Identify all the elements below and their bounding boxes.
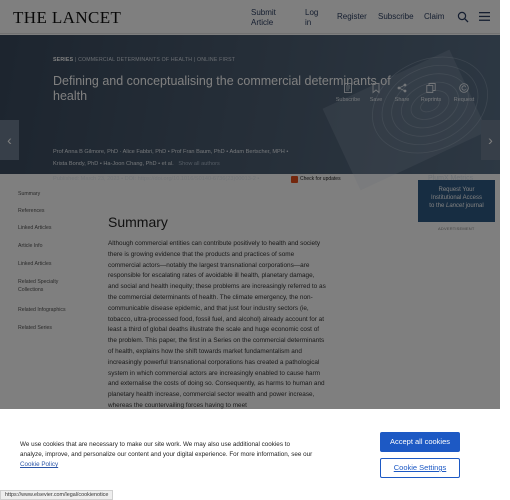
cookie-settings-button[interactable]: Cookie Settings <box>380 458 460 478</box>
cookie-notice-text: We use cookies that are necessary to make our site work. We may also use additional cookies to analyze, improve, and personalize our content and your digital experience. For more information, see our Cookie Policy <box>20 441 313 468</box>
accept-all-cookies-button[interactable]: Accept all cookies <box>380 432 460 452</box>
cookie-policy-link[interactable]: Cookie Policy <box>20 461 59 468</box>
status-bar-url: https://www.elsevier.com/legal/cookienotice <box>0 490 113 500</box>
cookie-consent-banner <box>0 409 500 500</box>
